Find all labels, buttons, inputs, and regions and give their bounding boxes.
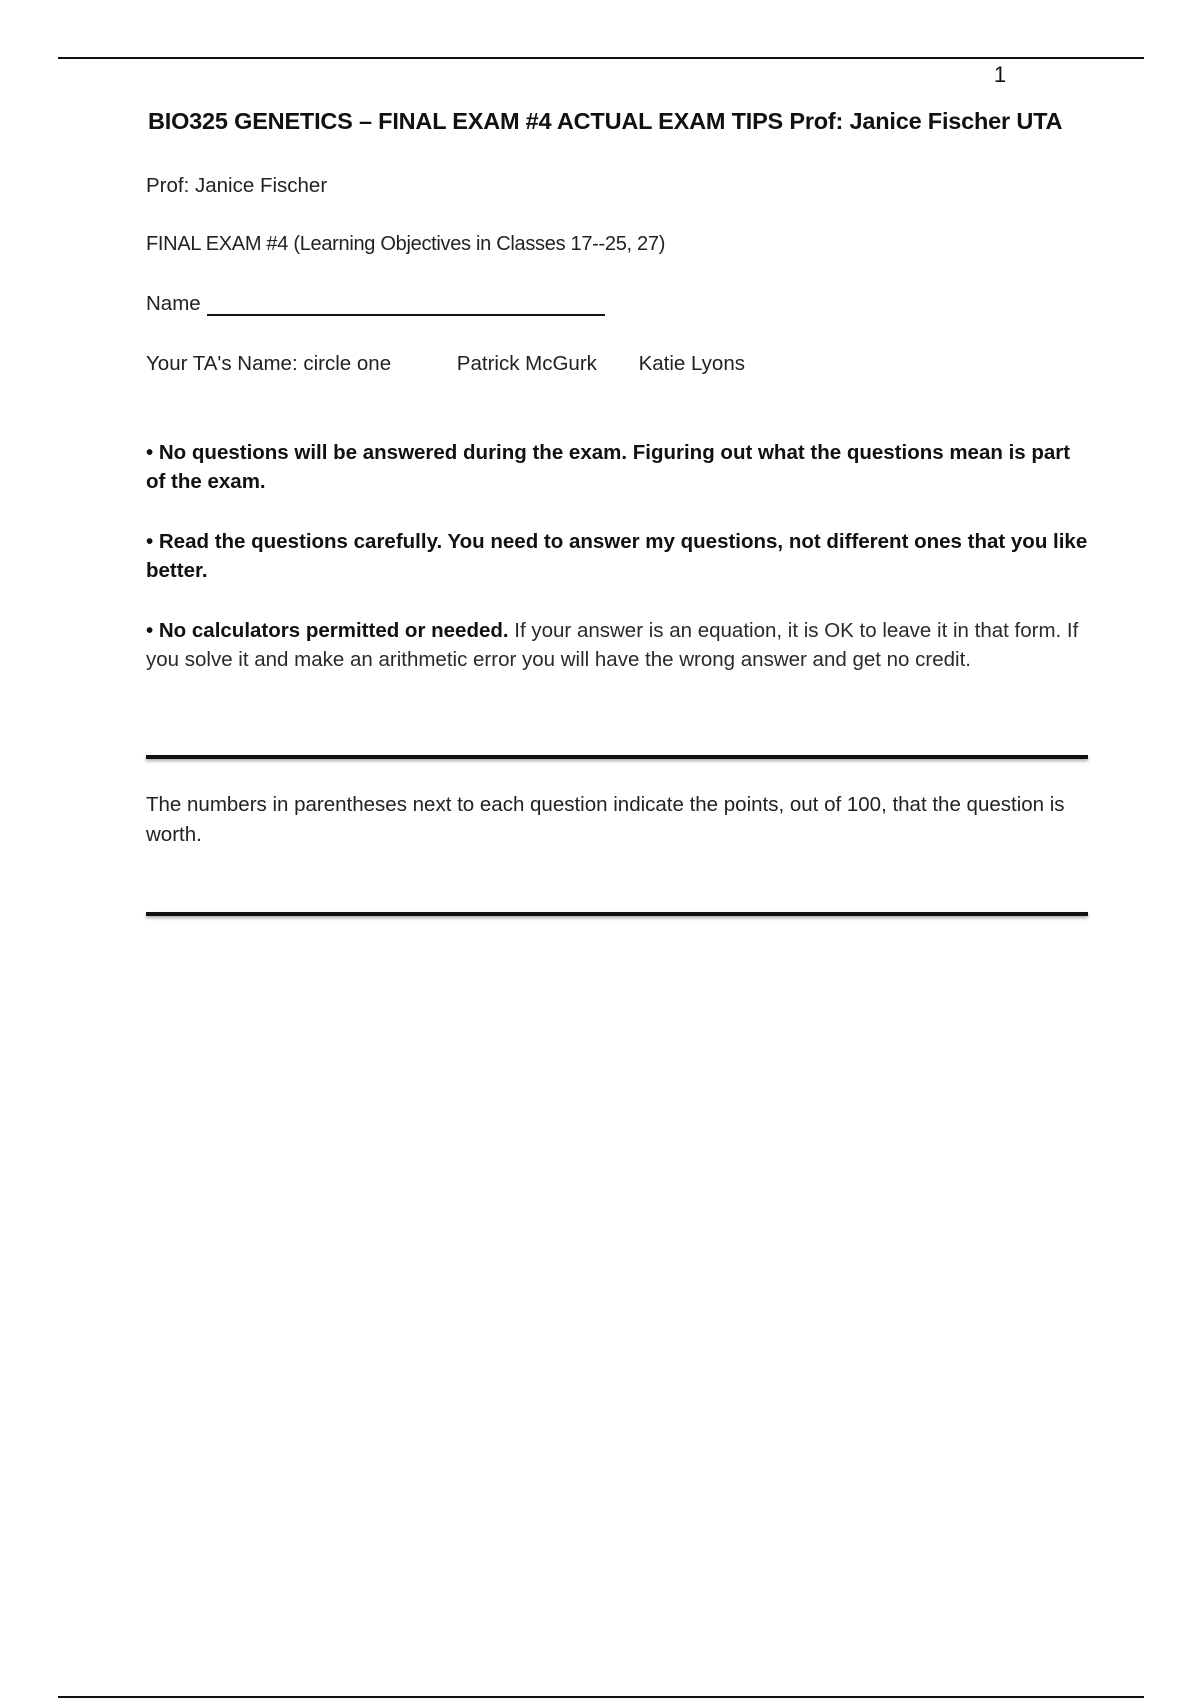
page-bottom-rule: [58, 1696, 1144, 1698]
exam-scope-line: FINAL EXAM #4 (Learning Objectives in Classes 17--25, 27): [146, 233, 666, 255]
ta-row: [146, 352, 745, 376]
page-top-rule: [58, 57, 1144, 59]
instruction-normal-text: If your answer is an equation, it is OK to leave it in that form. If you solve it and make an arithmetic error you will have the wrong answer and get no credit.: [146, 619, 1079, 671]
page-number: 1: [993, 62, 1007, 87]
ta-label: Your TA's Name: circle one: [146, 352, 392, 375]
instruction-no-calculators: [146, 616, 1090, 674]
ta-option-katie[interactable]: Katie Lyons: [638, 352, 745, 375]
ta-option-patrick[interactable]: Patrick McGurk: [456, 352, 597, 375]
instruction-read-carefully: [146, 527, 1090, 585]
name-label: Name: [146, 292, 201, 315]
instruction-bold-text: • No questions will be answered during the exam. Figuring out what the questions mean is part of the exam.: [146, 441, 1071, 493]
professor-line: Prof: Janice Fischer: [146, 174, 328, 197]
section-divider: [146, 912, 1088, 916]
instruction-bold-text: • Read the questions carefully. You need to answer my questions, not different ones that you like better.: [146, 530, 1088, 582]
name-row: [146, 292, 605, 316]
points-note: The numbers in parentheses next to each question indicate the points, out of 100, that the question is worth.: [146, 793, 1065, 846]
name-blank-field[interactable]: [207, 296, 605, 316]
instruction-bold-text: • No calculators permitted or needed.: [146, 619, 509, 642]
exam-title: BIO325 GENETICS – FINAL EXAM #4 ACTUAL EXAM TIPS Prof: Janice Fischer UTA: [148, 108, 1063, 134]
instruction-no-questions: [146, 438, 1090, 496]
section-divider: [146, 755, 1088, 759]
